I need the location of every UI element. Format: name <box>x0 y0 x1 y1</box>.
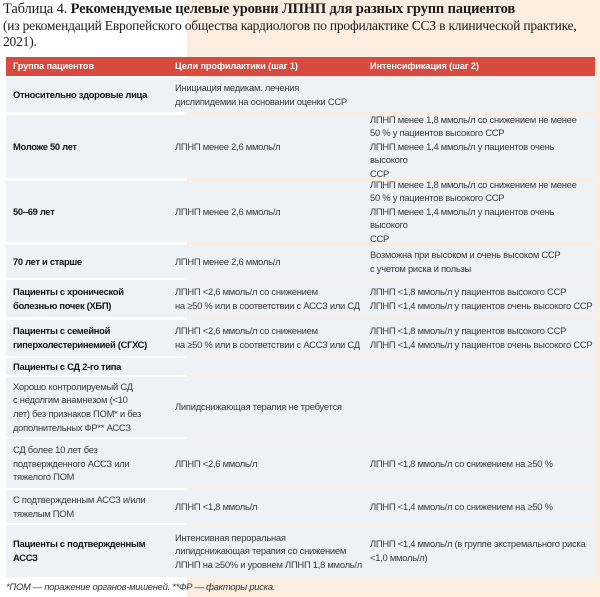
row-intensification: ЛПНП <1,4 ммоль/л (в группе экстремального риска <1,0 ммоль/л) <box>370 538 586 563</box>
header-prevention-goals: Цели профилактики (шаг 1) <box>175 60 298 71</box>
row-group: Относительно здоровые лица <box>13 89 148 101</box>
table-footnote: *ПОМ — поражение органов-мишеней. **ФР — факторы риска. <box>6 581 276 592</box>
row-group: Моложе 50 лет <box>13 140 77 152</box>
table-row <box>6 320 595 356</box>
row-group: СД более 10 лет без подтвержденного АССЗ или тяжелого ПОМ <box>13 444 130 483</box>
table-row <box>6 525 595 577</box>
row-group: 50–69 лет <box>13 205 55 217</box>
row-goal: ЛПНП <2,6 ммоль/л со снижением на ≥50 % или в соответствии с АССЗ или СД <box>175 285 360 311</box>
row-group: Пациенты с семейной гиперхолестеринемией (СГХС) <box>13 325 147 350</box>
row-intensification <box>370 377 594 437</box>
table-number: Таблица 4. <box>3 1 71 17</box>
table-row <box>6 490 595 523</box>
table-row <box>6 245 595 278</box>
row-group: Пациенты с хронической болезнью почек (ХБП) <box>13 285 124 311</box>
table-row <box>6 439 595 488</box>
row-goal: ЛПНП <2,6 ммоль/л <box>175 457 258 469</box>
row-goal: Интенсивная пероральная липидснижающая терапия со снижением ЛПНП на ≥50% и уровнем ЛПНП 1,8 ммоль/л <box>175 531 363 570</box>
row-intensification: ЛПНП менее 1,8 ммоль/л со снижением не менее 50 % у пациентов высокого ССР ЛПНП менее 1,4 ммоль/л у пациентов очень высокого ССР <box>370 178 577 244</box>
row-goal: ЛПНП <2,6 ммоль/л со снижением на ≥50 % или в соответствии с АССЗ или СД <box>175 325 360 350</box>
row-group: 70 лет и старше <box>13 255 82 267</box>
row-group: С подтвержденным АССЗ и/или тяжелым ПОМ <box>13 493 146 519</box>
table-caption <box>3 1 598 50</box>
row-goal: ЛПНП менее 2,6 ммоль/л <box>175 205 281 217</box>
section-diabetes-label: Пациенты с СД 2-го типа <box>13 360 122 372</box>
row-intensification: ЛПНП <1,8 ммоль/л у пациентов высокого ССР ЛПНП <1,4 ммоль/л у пациентов очень высокого ССР <box>370 285 593 311</box>
row-intensification: ЛПНП <1,8 ммоль/л со снижением на ≥50 % <box>370 457 553 469</box>
table-subtitle: (из рекомендаций Европейского общества кардиологов по профилактике ССЗ в клинической практике, 2021). <box>3 18 577 49</box>
table-title <box>3 1 598 18</box>
table-title-text: Рекомендуемые целевые уровни ЛПНП для разных групп пациентов <box>70 1 515 17</box>
row-intensification: ЛПНП менее 1,8 ммоль/л со снижением не менее 50 % у пациентов высокого ССР ЛПНП менее 1,4 ммоль/л у пациентов очень высокого ССР <box>370 113 577 179</box>
row-intensification: ЛПНП <1,4 ммоль/л со снижением на ≥50 % <box>370 500 553 512</box>
row-goal: ЛПНП <1,8 ммоль/л <box>175 500 258 512</box>
header-patient-group: Группа пациентов <box>13 60 94 71</box>
row-intensification: Возможна при высоком и очень высоком ССР с учетом риска и пользы <box>370 248 561 274</box>
row-goal: ЛПНП менее 2,6 ммоль/л <box>175 255 281 267</box>
table-row <box>6 377 595 437</box>
table-row <box>6 115 595 178</box>
table-row <box>6 280 595 317</box>
table-row <box>6 78 595 112</box>
row-goal: Инициация медикам. лечения дислипидемии на основании оценки ССР <box>175 82 347 107</box>
table-section-row <box>6 358 595 375</box>
header-intensification: Интенсификация (шаг 2) <box>370 60 479 71</box>
row-group: Хорошо контролируемый СД с недолгим анамнезом (<10 лет) без признаков ПОМ* и без дополнительных ФР** АССЗ <box>13 380 142 433</box>
row-intensification: ЛПНП <1,8 ммоль/л у пациентов высокого ССР ЛПНП <1,4 ммоль/л у пациентов очень высокого ССР <box>370 325 593 350</box>
row-goal: Липидснижающая терапия не требуется <box>175 401 342 413</box>
row-intensification <box>370 78 594 112</box>
table-row <box>6 178 595 244</box>
row-goal: ЛПНП менее 2,6 ммоль/л <box>175 140 281 152</box>
row-group: Пациенты с подтвержденным АССЗ <box>13 538 146 563</box>
table-header-row <box>6 57 595 76</box>
